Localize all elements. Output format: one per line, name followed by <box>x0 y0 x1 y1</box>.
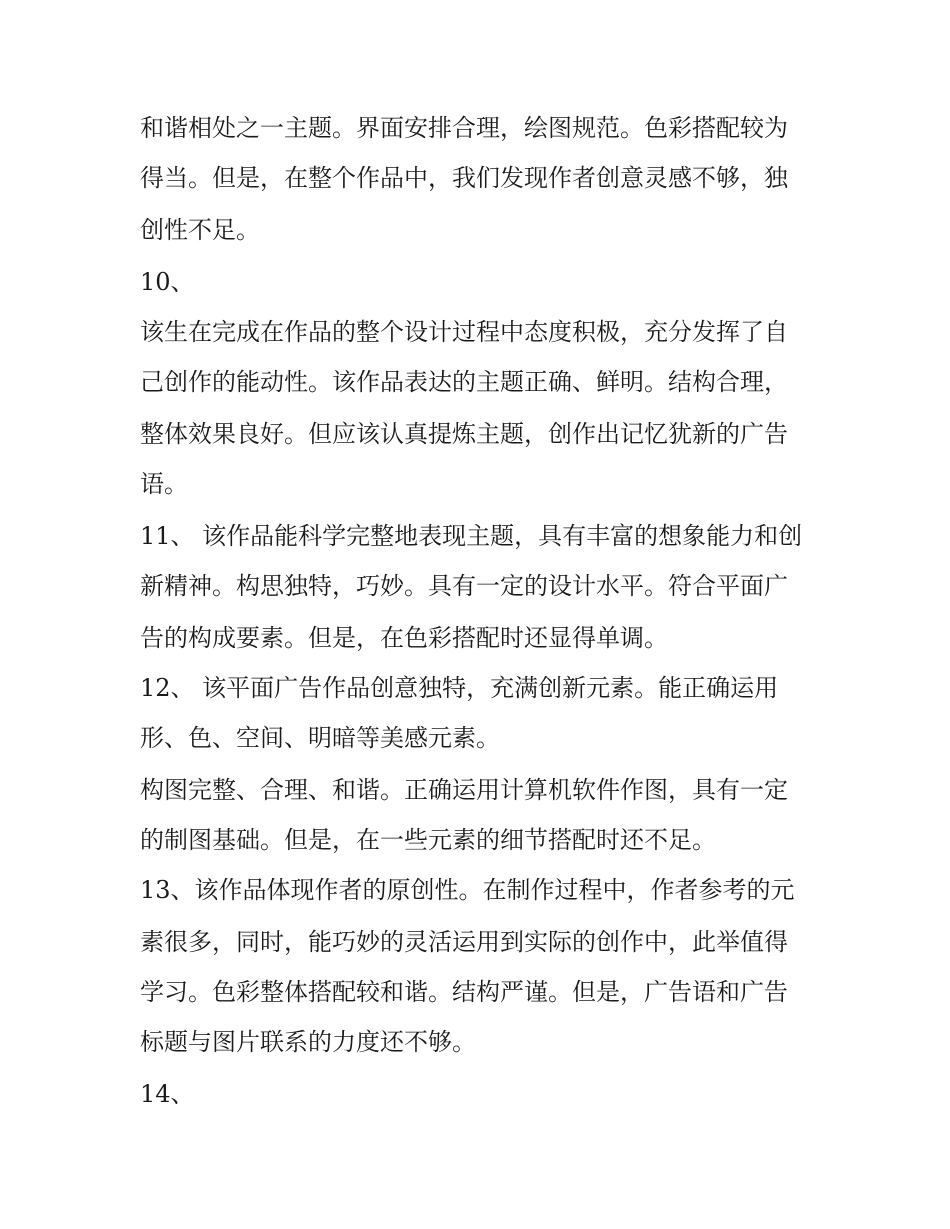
item-number-14: 14、 <box>140 1080 195 1108</box>
text-line: 13、该作品体现作者的原创性。在制作过程中，作者参考的元 <box>140 876 795 904</box>
text-line: 形、色、空间、明暗等美感元素。 <box>140 724 500 752</box>
text-line: 标题与图片联系的力度还不够。 <box>140 1028 476 1056</box>
text-line: 己创作的能动性。该作品表达的主题正确、鲜明。结构合理， <box>140 368 788 396</box>
text-line: 创性不足。 <box>140 216 260 244</box>
text-line: 得当。但是，在整个作品中，我们发现作者创意灵感不够，独 <box>140 164 788 192</box>
text-line: 和谐相处之一主题。界面安排合理，绘图规范。色彩搭配较为 <box>140 114 788 142</box>
text-line: 构图完整、合理、和谐。正确运用计算机软件作图，具有一定 <box>140 776 788 804</box>
text-line: 整体效果良好。但应该认真提炼主题，创作出记忆犹新的广告 <box>140 420 788 448</box>
text-line: 该生在完成在作品的整个设计过程中态度积极，充分发挥了自 <box>140 318 788 346</box>
text-line: 新精神。构思独特，巧妙。具有一定的设计水平。符合平面广 <box>140 572 788 600</box>
item-number-10: 10、 <box>140 268 195 296</box>
text-line: 语。 <box>140 470 188 498</box>
text-line: 学习。色彩整体搭配较和谐。结构严谨。但是，广告语和广告 <box>140 978 788 1006</box>
text-line: 11、 该作品能科学完整地表现主题，具有丰富的想象能力和创 <box>140 522 803 550</box>
text-line: 素很多，同时，能巧妙的灵活运用到实际的创作中，此举值得 <box>140 928 788 956</box>
text-line: 告的构成要素。但是，在色彩搭配时还显得单调。 <box>140 624 668 652</box>
text-line: 12、 该平面广告作品创意独特，充满创新元素。能正确运用 <box>140 674 779 702</box>
text-line: 的制图基础。但是，在一些元素的细节搭配时还不足。 <box>140 826 716 854</box>
